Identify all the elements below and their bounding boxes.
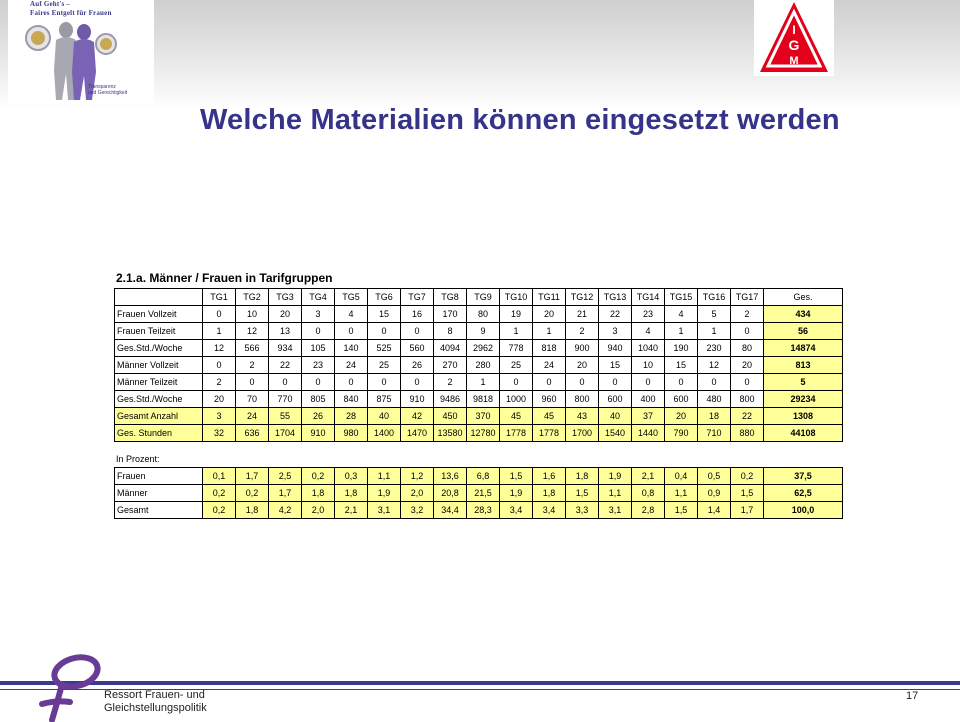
table-cell: 26 xyxy=(401,357,434,374)
table-cell: 19 xyxy=(500,306,533,323)
table-cell: 16 xyxy=(401,306,434,323)
percent-cell: 2,0 xyxy=(302,502,335,519)
column-header-tg11: TG11 xyxy=(533,289,566,306)
percent-cell: 0,1 xyxy=(203,468,236,485)
table-cell: 230 xyxy=(698,340,731,357)
table-cell: 0 xyxy=(731,374,764,391)
logo-line-2: Faires Entgelt für Frauen xyxy=(30,9,112,17)
percent-cell: 1,1 xyxy=(665,485,698,502)
table-cell: 5 xyxy=(698,306,731,323)
total-cell: 44108 xyxy=(764,425,843,442)
percent-cell: 3,3 xyxy=(566,502,599,519)
table-cell: 566 xyxy=(236,340,269,357)
table-cell: 0 xyxy=(335,374,368,391)
table-cell: 636 xyxy=(236,425,269,442)
table-cell: 25 xyxy=(500,357,533,374)
table-cell: 1540 xyxy=(599,425,632,442)
total-cell: 5 xyxy=(764,374,843,391)
table-cell: 45 xyxy=(533,408,566,425)
table-cell: 40 xyxy=(599,408,632,425)
table-cell: 10 xyxy=(236,306,269,323)
table-cell: 560 xyxy=(401,340,434,357)
total-cell: 14874 xyxy=(764,340,843,357)
logo-line-1: Auf Geht's – xyxy=(30,0,71,8)
table-cell: 400 xyxy=(632,391,665,408)
percent-cell: 1,1 xyxy=(368,468,401,485)
table-cell: 0 xyxy=(368,323,401,340)
table-cell: 80 xyxy=(731,340,764,357)
table-row xyxy=(115,408,843,425)
table-cell: 190 xyxy=(665,340,698,357)
percent-cell: 1,5 xyxy=(731,485,764,502)
table-cell: 270 xyxy=(434,357,467,374)
table-cell: 3 xyxy=(203,408,236,425)
table-cell: 23 xyxy=(302,357,335,374)
percent-cell: 2,5 xyxy=(269,468,302,485)
table-cell: 0 xyxy=(203,357,236,374)
table-cell: 778 xyxy=(500,340,533,357)
percent-cell: 1,5 xyxy=(566,485,599,502)
row-label: Gesamt Anzahl xyxy=(115,408,203,425)
column-header-tg1: TG1 xyxy=(203,289,236,306)
table-cell: 20 xyxy=(731,357,764,374)
percent-row xyxy=(115,485,843,502)
percent-cell: 4,2 xyxy=(269,502,302,519)
table-cell: 70 xyxy=(236,391,269,408)
column-header-tg10: TG10 xyxy=(500,289,533,306)
table-cell: 8 xyxy=(434,323,467,340)
percent-cell: 1,4 xyxy=(698,502,731,519)
table-cell: 1 xyxy=(533,323,566,340)
table-cell: 4094 xyxy=(434,340,467,357)
table-cell: 28 xyxy=(335,408,368,425)
table-cell: 0 xyxy=(566,374,599,391)
column-header-tg3: TG3 xyxy=(269,289,302,306)
percent-cell: 0,2 xyxy=(203,485,236,502)
table-cell: 0 xyxy=(335,323,368,340)
table-cell: 0 xyxy=(665,374,698,391)
percent-cell: 0,2 xyxy=(731,468,764,485)
column-header-tg15: TG15 xyxy=(665,289,698,306)
table-title: 2.1.a. Männer / Frauen in Tarifgruppen xyxy=(116,271,333,285)
percent-cell: 1,8 xyxy=(236,502,269,519)
column-header-tg8: TG8 xyxy=(434,289,467,306)
table-cell: 1400 xyxy=(368,425,401,442)
logo-figures-icon xyxy=(8,0,154,104)
row-label: Frauen Vollzeit xyxy=(115,306,203,323)
percent-cell: 1,8 xyxy=(566,468,599,485)
table-row xyxy=(115,374,843,391)
percent-cell: 1,6 xyxy=(533,468,566,485)
percent-cell: 3,4 xyxy=(500,502,533,519)
table-row xyxy=(115,391,843,408)
row-label: Frauen Teilzeit xyxy=(115,323,203,340)
table-cell: 790 xyxy=(665,425,698,442)
logo-tag-1: Transparenz xyxy=(88,84,116,90)
table-cell: 12780 xyxy=(467,425,500,442)
table-cell: 22 xyxy=(269,357,302,374)
total-cell: 29234 xyxy=(764,391,843,408)
table-cell: 880 xyxy=(731,425,764,442)
table-cell: 2 xyxy=(203,374,236,391)
table-row xyxy=(115,357,843,374)
table-cell: 0 xyxy=(269,374,302,391)
logo-text-bottom xyxy=(88,84,127,96)
table-cell: 1 xyxy=(665,323,698,340)
row-label: Ges.Std./Woche xyxy=(115,340,203,357)
table-cell: 1470 xyxy=(401,425,434,442)
table-cell: 40 xyxy=(368,408,401,425)
table-cell: 18 xyxy=(698,408,731,425)
percent-cell: 1,7 xyxy=(731,502,764,519)
percent-cell: 1,9 xyxy=(368,485,401,502)
table-cell: 280 xyxy=(467,357,500,374)
percent-cell: 28,3 xyxy=(467,502,500,519)
table-cell: 140 xyxy=(335,340,368,357)
table-cell: 22 xyxy=(599,306,632,323)
table-cell: 9486 xyxy=(434,391,467,408)
percent-cell: 0,5 xyxy=(698,468,731,485)
column-header-tg17: TG17 xyxy=(731,289,764,306)
table-cell: 24 xyxy=(335,357,368,374)
total-cell: 56 xyxy=(764,323,843,340)
percent-cell: 21,5 xyxy=(467,485,500,502)
table-cell: 940 xyxy=(599,340,632,357)
tarif-table xyxy=(114,288,843,442)
percent-cell: 2,8 xyxy=(632,502,665,519)
table-cell: 1000 xyxy=(500,391,533,408)
total-cell: 1308 xyxy=(764,408,843,425)
percent-cell: 2,1 xyxy=(632,468,665,485)
total-cell: 434 xyxy=(764,306,843,323)
table-row xyxy=(115,340,843,357)
table-cell: 0 xyxy=(731,323,764,340)
column-header-tg6: TG6 xyxy=(368,289,401,306)
table-cell: 800 xyxy=(566,391,599,408)
table-cell: 20 xyxy=(566,357,599,374)
table-cell: 1 xyxy=(698,323,731,340)
table-cell: 20 xyxy=(665,408,698,425)
table-cell: 23 xyxy=(632,306,665,323)
table-cell: 0 xyxy=(401,323,434,340)
table-cell: 370 xyxy=(467,408,500,425)
percent-cell: 1,7 xyxy=(236,468,269,485)
percent-cell: 0,8 xyxy=(632,485,665,502)
table-cell: 105 xyxy=(302,340,335,357)
column-header-tg5: TG5 xyxy=(335,289,368,306)
igm-logo xyxy=(754,0,834,76)
row-label: Ges.Std./Woche xyxy=(115,391,203,408)
table-cell: 0 xyxy=(698,374,731,391)
table-cell: 0 xyxy=(236,374,269,391)
slide-title: Welche Materialien können eingesetzt werden xyxy=(200,104,840,136)
table-cell: 20 xyxy=(269,306,302,323)
table-cell: 26 xyxy=(302,408,335,425)
table-cell: 450 xyxy=(434,408,467,425)
percent-label: In Prozent: xyxy=(116,454,160,464)
percent-cell: 0,9 xyxy=(698,485,731,502)
percent-cell: 13,6 xyxy=(434,468,467,485)
row-label: Männer Teilzeit xyxy=(115,374,203,391)
campaign-logo xyxy=(8,0,154,104)
column-header-tg12: TG12 xyxy=(566,289,599,306)
percent-cell: 0,2 xyxy=(302,468,335,485)
percent-cell: 3,2 xyxy=(401,502,434,519)
column-header-tg9: TG9 xyxy=(467,289,500,306)
table-cell: 1778 xyxy=(500,425,533,442)
footer-rule-thick xyxy=(0,681,960,685)
igm-letter-i: I xyxy=(792,23,796,37)
percent-cell: 3,4 xyxy=(533,502,566,519)
table-cell: 818 xyxy=(533,340,566,357)
tarif-table-area xyxy=(114,268,842,519)
column-header-tg13: TG13 xyxy=(599,289,632,306)
venus-symbol-icon xyxy=(32,650,112,722)
table-cell: 42 xyxy=(401,408,434,425)
table-cell: 9818 xyxy=(467,391,500,408)
page-number: 17 xyxy=(906,690,919,702)
row-label: Männer xyxy=(115,485,203,502)
percent-cell: 1,8 xyxy=(302,485,335,502)
percent-total-cell: 37,5 xyxy=(764,468,843,485)
logo-tag-2: und Gerechtigkeit xyxy=(88,90,128,96)
table-cell: 600 xyxy=(599,391,632,408)
table-cell: 934 xyxy=(269,340,302,357)
table-cell: 0 xyxy=(368,374,401,391)
table-cell: 1440 xyxy=(632,425,665,442)
table-cell: 37 xyxy=(632,408,665,425)
table-cell: 15 xyxy=(665,357,698,374)
table-cell: 875 xyxy=(368,391,401,408)
table-cell: 20 xyxy=(533,306,566,323)
table-cell: 0 xyxy=(203,306,236,323)
column-header-tg16: TG16 xyxy=(698,289,731,306)
percent-cell: 6,8 xyxy=(467,468,500,485)
footer-line-2: Gleichstellungspolitik xyxy=(104,702,207,714)
table-cell: 4 xyxy=(665,306,698,323)
row-label: Männer Vollzeit xyxy=(115,357,203,374)
table-cell: 12 xyxy=(236,323,269,340)
table-cell: 2 xyxy=(566,323,599,340)
table-cell: 1 xyxy=(467,374,500,391)
igm-letter-g: G xyxy=(788,37,800,53)
total-cell: 813 xyxy=(764,357,843,374)
percent-cell: 0,2 xyxy=(203,502,236,519)
percent-cell: 1,2 xyxy=(401,468,434,485)
percent-cell: 1,7 xyxy=(269,485,302,502)
table-cell: 24 xyxy=(236,408,269,425)
footer-department xyxy=(104,689,207,715)
percent-cell: 1,9 xyxy=(500,485,533,502)
table-cell: 20 xyxy=(203,391,236,408)
percent-cell: 1,9 xyxy=(599,468,632,485)
header-corner-cell xyxy=(115,289,203,306)
table-cell: 840 xyxy=(335,391,368,408)
table-cell: 2962 xyxy=(467,340,500,357)
percent-cell: 34,4 xyxy=(434,502,467,519)
table-cell: 1704 xyxy=(269,425,302,442)
table-cell: 9 xyxy=(467,323,500,340)
table-row xyxy=(115,425,843,442)
table-row xyxy=(115,306,843,323)
table-header-row xyxy=(115,289,843,306)
table-cell: 0 xyxy=(302,374,335,391)
table-cell: 24 xyxy=(533,357,566,374)
column-header-tg2: TG2 xyxy=(236,289,269,306)
table-cell: 805 xyxy=(302,391,335,408)
table-cell: 10 xyxy=(632,357,665,374)
percent-cell: 0,4 xyxy=(665,468,698,485)
percent-cell: 20,8 xyxy=(434,485,467,502)
table-cell: 1 xyxy=(203,323,236,340)
table-cell: 55 xyxy=(269,408,302,425)
table-cell: 43 xyxy=(566,408,599,425)
column-header-tg4: TG4 xyxy=(302,289,335,306)
table-cell: 32 xyxy=(203,425,236,442)
table-cell: 0 xyxy=(632,374,665,391)
table-cell: 910 xyxy=(302,425,335,442)
table-cell: 0 xyxy=(302,323,335,340)
percent-cell: 0,3 xyxy=(335,468,368,485)
percent-cell: 2,1 xyxy=(335,502,368,519)
percent-cell: 3,1 xyxy=(599,502,632,519)
percent-cell: 2,0 xyxy=(401,485,434,502)
table-cell: 525 xyxy=(368,340,401,357)
table-cell: 4 xyxy=(335,306,368,323)
table-cell: 2 xyxy=(434,374,467,391)
table-cell: 80 xyxy=(467,306,500,323)
column-header-ges: Ges. xyxy=(764,289,843,306)
table-cell: 12 xyxy=(698,357,731,374)
table-cell: 900 xyxy=(566,340,599,357)
table-cell: 600 xyxy=(665,391,698,408)
igm-logo-icon xyxy=(754,0,834,76)
percent-cell: 0,2 xyxy=(236,485,269,502)
row-label: Ges. Stunden xyxy=(115,425,203,442)
table-cell: 13 xyxy=(269,323,302,340)
footer-line-1: Ressort Frauen- und xyxy=(104,689,205,701)
row-label: Gesamt xyxy=(115,502,203,519)
table-row xyxy=(115,323,843,340)
percent-total-cell: 62,5 xyxy=(764,485,843,502)
table-cell: 4 xyxy=(632,323,665,340)
table-cell: 1 xyxy=(500,323,533,340)
table-cell: 170 xyxy=(434,306,467,323)
column-header-tg14: TG14 xyxy=(632,289,665,306)
table-cell: 21 xyxy=(566,306,599,323)
percent-cell: 1,8 xyxy=(335,485,368,502)
percent-row xyxy=(115,502,843,519)
percent-table xyxy=(114,467,843,519)
percent-cell: 1,1 xyxy=(599,485,632,502)
table-cell: 910 xyxy=(401,391,434,408)
table-cell: 980 xyxy=(335,425,368,442)
percent-cell: 3,1 xyxy=(368,502,401,519)
table-cell: 1700 xyxy=(566,425,599,442)
percent-total-cell: 100,0 xyxy=(764,502,843,519)
table-cell: 0 xyxy=(500,374,533,391)
table-cell: 45 xyxy=(500,408,533,425)
table-cell: 15 xyxy=(599,357,632,374)
percent-cell: 1,5 xyxy=(665,502,698,519)
table-cell: 1040 xyxy=(632,340,665,357)
table-cell: 13580 xyxy=(434,425,467,442)
table-cell: 1778 xyxy=(533,425,566,442)
percent-cell: 1,5 xyxy=(500,468,533,485)
table-cell: 25 xyxy=(368,357,401,374)
table-cell: 2 xyxy=(731,306,764,323)
table-cell: 0 xyxy=(533,374,566,391)
row-label: Frauen xyxy=(115,468,203,485)
percent-cell: 1,8 xyxy=(533,485,566,502)
table-cell: 2 xyxy=(236,357,269,374)
table-cell: 22 xyxy=(731,408,764,425)
table-cell: 3 xyxy=(599,323,632,340)
table-cell: 0 xyxy=(401,374,434,391)
table-cell: 960 xyxy=(533,391,566,408)
column-header-tg7: TG7 xyxy=(401,289,434,306)
table-cell: 0 xyxy=(599,374,632,391)
table-cell: 12 xyxy=(203,340,236,357)
table-cell: 480 xyxy=(698,391,731,408)
table-cell: 15 xyxy=(368,306,401,323)
table-cell: 770 xyxy=(269,391,302,408)
percent-row xyxy=(115,468,843,485)
table-cell: 3 xyxy=(302,306,335,323)
table-cell: 800 xyxy=(731,391,764,408)
igm-letter-m: M xyxy=(789,55,799,67)
table-cell: 710 xyxy=(698,425,731,442)
